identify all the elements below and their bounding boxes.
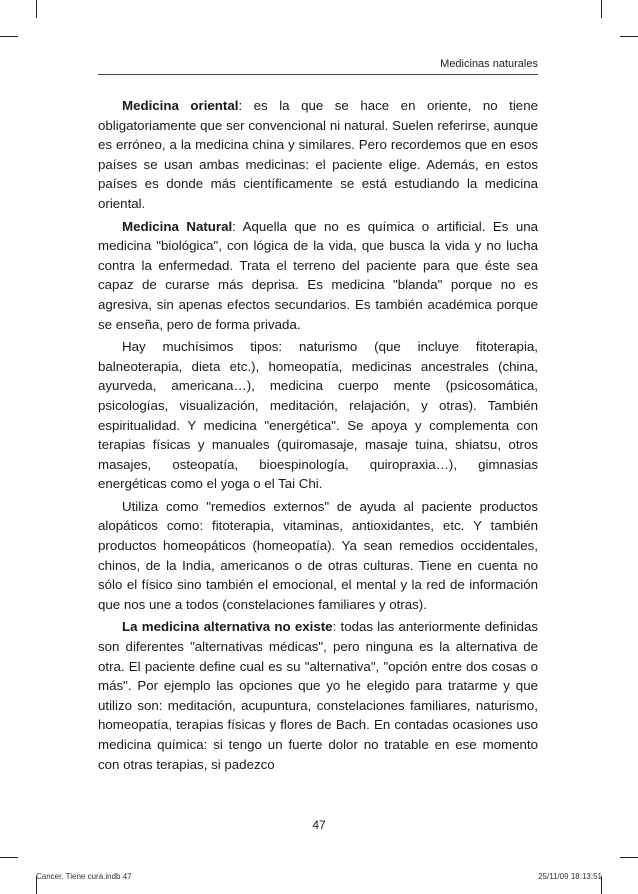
paragraph-text: : todas las anteriormente definidas son diferentes "alternativas médicas", pero ninguna es la alternativa de otra. El paciente define cual es su "alternativa", "opción entre dos cosas o más". Por ejemplo las opciones que yo he elegido para tratarme y que utilizo son: meditación, acupuntura, constelaciones familiares, naturismo, homeopatía, terapias físicas y flores de Bach. En contadas ocasiones uso medicina química: si tengo un fuerte dolor no tratable en ese momento con otras terapias, si padezco [98, 619, 539, 772]
paragraph-lead: La medicina alternativa no existe [122, 619, 333, 635]
paragraph-lead: Medicina oriental [122, 98, 239, 113]
body-text [98, 96, 538, 777]
paragraph [98, 217, 538, 335]
running-header: Medicinas naturales [440, 58, 538, 70]
paragraph-text: : Aquella que no es química o artificial. Es una medicina "biológica", con lógica de la vida, que busca la vida y no lucha contra la enfermedad. Trata el terreno del paciente para que éste sea capaz de curarse más deprisa. Es medicina "blanda" porque no es agresiva, sin apenas efectos secundarios. Es también académica porque se enseña, pero de forma privada. [98, 218, 539, 332]
crop-mark-tl-v [36, 0, 37, 18]
page-number: 47 [312, 818, 326, 832]
paragraph [98, 337, 538, 494]
paragraph [98, 96, 538, 214]
crop-mark-tl-h [0, 36, 18, 37]
paragraph-text: : es la que se hace en oriente, no tiene obligatoriamente que ser convencional ni natural. Suelen referirse, aunque es erróneo, a la medicina china y similares. Pero recordemos que en esos países se usan ambas medicinas: el paciente elige. Además, en estos países es donde más científicamente se está estudiando la medicina oriental. [98, 98, 538, 211]
crop-mark-bl-h [0, 857, 18, 858]
paragraph [98, 617, 538, 774]
paragraph-lead: Medicina Natural [122, 218, 233, 234]
crop-mark-tr-v [601, 0, 602, 18]
paragraph [98, 497, 538, 615]
paragraph-text: Utiliza como "remedios externos" de ayuda al paciente productos alopáticos como: fitoterapia, vitaminas, antioxidantes, etc. Y también productos homeopáticos (homeopatía). Ya sean remedios occidentales, chinos, de la India, americanos o de otras culturas. Tiene en cuenta no sólo el físico sino también el emocional, el mental y la red de información que nos une a todos (constelaciones familiares y otras). [98, 498, 538, 612]
print-slug-timestamp: 25/11/09 18:13:51 [538, 872, 602, 881]
paragraph-text: Hay muchísimos tipos: naturismo (que incluye fitoterapia, balneoterapia, dieta etc.), homeopatía, medicinas ancestrales (china, ayurveda, americana…), medicina cuerpo mente (psicosomática, psicologías, visualización, meditación, relajación, y otras). También espiritualidad. Y medicina "energética". Se apoya y complementa con terapias físicas y manuales (quiromasaje, masaje tuina, shiatsu, otros masajes, osteopatía, bioespinología, quiropraxia…), gimnasias energéticas como el yoga o el Tai Chi. [98, 339, 538, 492]
crop-mark-tr-h [620, 36, 638, 37]
print-slug-file: Cancer. Tiene cura.indb 47 [36, 872, 132, 881]
crop-mark-br-h [620, 857, 638, 858]
header-rule [98, 74, 538, 75]
